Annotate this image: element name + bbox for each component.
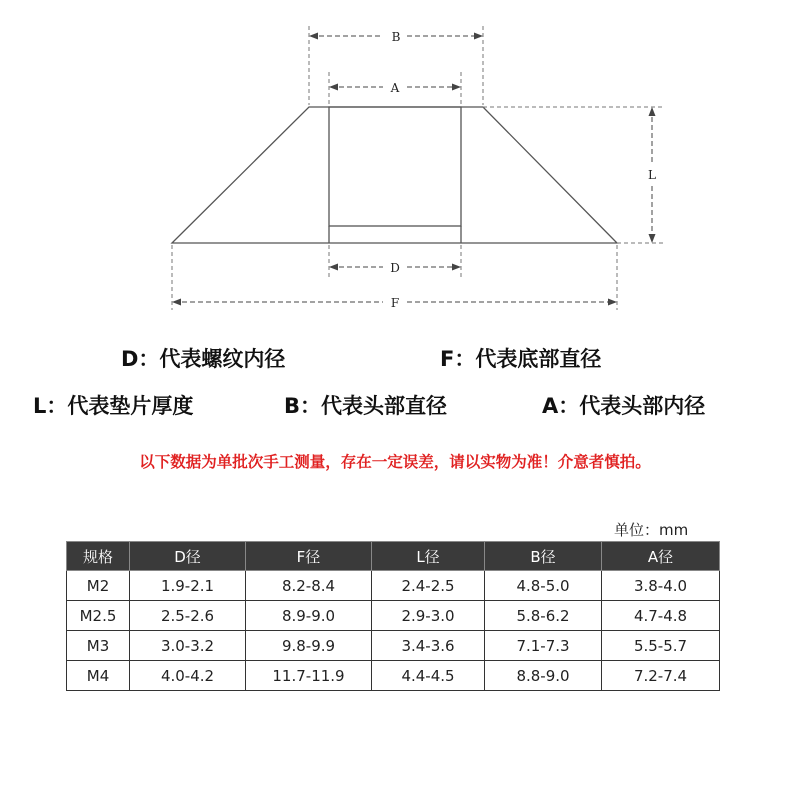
header-d: D径 [130, 542, 246, 571]
cell-f: 11.7-11.9 [246, 661, 372, 691]
cell-d: 4.0-4.2 [130, 661, 246, 691]
cell-d: 3.0-3.2 [130, 631, 246, 661]
cell-b: 7.1-7.3 [485, 631, 602, 661]
cell-l: 3.4-3.6 [372, 631, 485, 661]
cell-spec: M4 [67, 661, 130, 691]
header-b: B径 [485, 542, 602, 571]
header-l: L径 [372, 542, 485, 571]
legend-l: L：代表垫片厚度 [33, 394, 194, 418]
cell-d: 2.5-2.6 [130, 601, 246, 631]
cell-spec: M2.5 [67, 601, 130, 631]
cell-l: 4.4-4.5 [372, 661, 485, 691]
measurement-notice: 以下数据为单批次手工测量，存在一定误差，请以实物为准！介意者慎拍。 [139, 453, 651, 471]
cell-f: 9.8-9.9 [246, 631, 372, 661]
legend-a: A：代表头部内径 [542, 394, 706, 418]
cell-spec: M2 [67, 571, 130, 601]
dimension-d-label: D [390, 261, 400, 275]
cell-a: 5.5-5.7 [602, 631, 720, 661]
cell-f: 8.2-8.4 [246, 571, 372, 601]
spec-table [66, 541, 720, 691]
legend-d: D：代表螺纹内径 [121, 347, 286, 371]
table-row [67, 661, 720, 691]
cell-b: 5.8-6.2 [485, 601, 602, 631]
cell-l: 2.9-3.0 [372, 601, 485, 631]
unit-label: 单位：mm [614, 521, 689, 539]
cell-f: 8.9-9.0 [246, 601, 372, 631]
cell-l: 2.4-2.5 [372, 571, 485, 601]
header-spec: 规格 [67, 542, 130, 571]
table-row [67, 571, 720, 601]
inner-bore [329, 107, 461, 226]
table-row [67, 631, 720, 661]
legend-f: F：代表底部直径 [440, 347, 602, 371]
header-a: A径 [602, 542, 720, 571]
washer-profile [172, 107, 617, 243]
cell-a: 3.8-4.0 [602, 571, 720, 601]
cell-spec: M3 [67, 631, 130, 661]
dimension-b-label: B [391, 30, 401, 44]
dimension-a-label: A [390, 81, 400, 95]
cell-a: 4.7-4.8 [602, 601, 720, 631]
cell-b: 4.8-5.0 [485, 571, 602, 601]
cell-a: 7.2-7.4 [602, 661, 720, 691]
cell-d: 1.9-2.1 [130, 571, 246, 601]
header-f: F径 [246, 542, 372, 571]
dimension-f-label: F [390, 296, 400, 310]
cell-b: 8.8-9.0 [485, 661, 602, 691]
washer-dimension-diagram [0, 0, 790, 330]
table-row [67, 601, 720, 631]
table-header-row [67, 542, 720, 571]
dimension-l-label: L [648, 168, 656, 182]
legend-b: B：代表头部直径 [284, 394, 448, 418]
